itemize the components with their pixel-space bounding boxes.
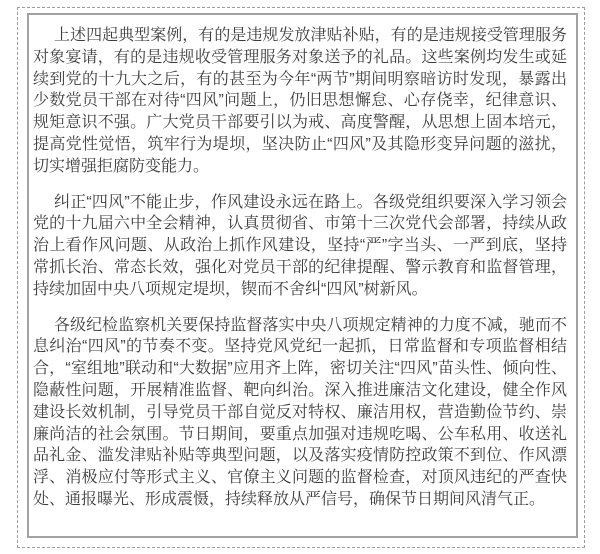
document-inner-solid-frame bbox=[27, 13, 578, 538]
paragraph-typical-cases-summary: 上述四起典型案例，有的是违规发放津贴补贴，有的是违规接受管理服务对象宴请，有的是违规收受管理服务对象送予的礼品。这些案例均发生或延续到党的十九大之后，有的甚至为今年“两节”期间明察暗访时发现，暴露出少数党员干部在对待“四风”问题上，仍旧思想懈怠、心存侥幸，纪律意识、规矩意识不强。广大党员干部要引以为戒、高度警醒，从思想上固本培元，提高党性觉悟，筑牢行为堤坝，坚决防止“四风”及其隐形变异问题的滋扰，切实增强拒腐防变能力。 bbox=[33, 27, 567, 175]
paragraph-work-style-construction: 纠正“四风”不能止步，作风建设永远在路上。各级党组织要深入学习领会党的十九届六中全会精神，认真贯彻省、市第十三次党代会部署，持续从政治上看作风问题、从政治上抓作风建设，坚持“严”字当头、一严到底，坚持常抓长治、常态长效，强化对党员干部的纪律提醒、警示教育和监督管理，持续加固中央八项规定堤坝，锲而不舍纠“四风”树新风。 bbox=[33, 193, 567, 298]
paragraph-discipline-inspection-requirements: 各级纪检监察机关要保持监督落实中央八项规定精神的力度不减，驰而不息纠治“四风”的节奏不变。坚持党风党纪一起抓，日常监督和专项监督相结合，“室组地”联动和“大数据”应用齐上阵，密切关注“四风”苗头性、倾向性、隐蔽性问题，开展精准监督、靶向纠治。深入推进廉洁文化建设，健全作风建设长效机制，引导党员干部自觉反对特权、廉洁用权，营造勤俭节约、崇廉尚洁的社会氛围。节日期间，要重点加强对违规吃喝、公车私用、收送礼品礼金、滥发津贴补贴等典型问题，以及落实疫情防控政策不到位、作风漂浮、消极应付等形式主义、官僚主义问题的监督检查，对顶风违纪的严查快处、通报曝光、形成震慑，持续释放从严信号，确保节日期间风清气正。 bbox=[33, 316, 567, 508]
document-outer-dashed-frame bbox=[17, 7, 585, 548]
